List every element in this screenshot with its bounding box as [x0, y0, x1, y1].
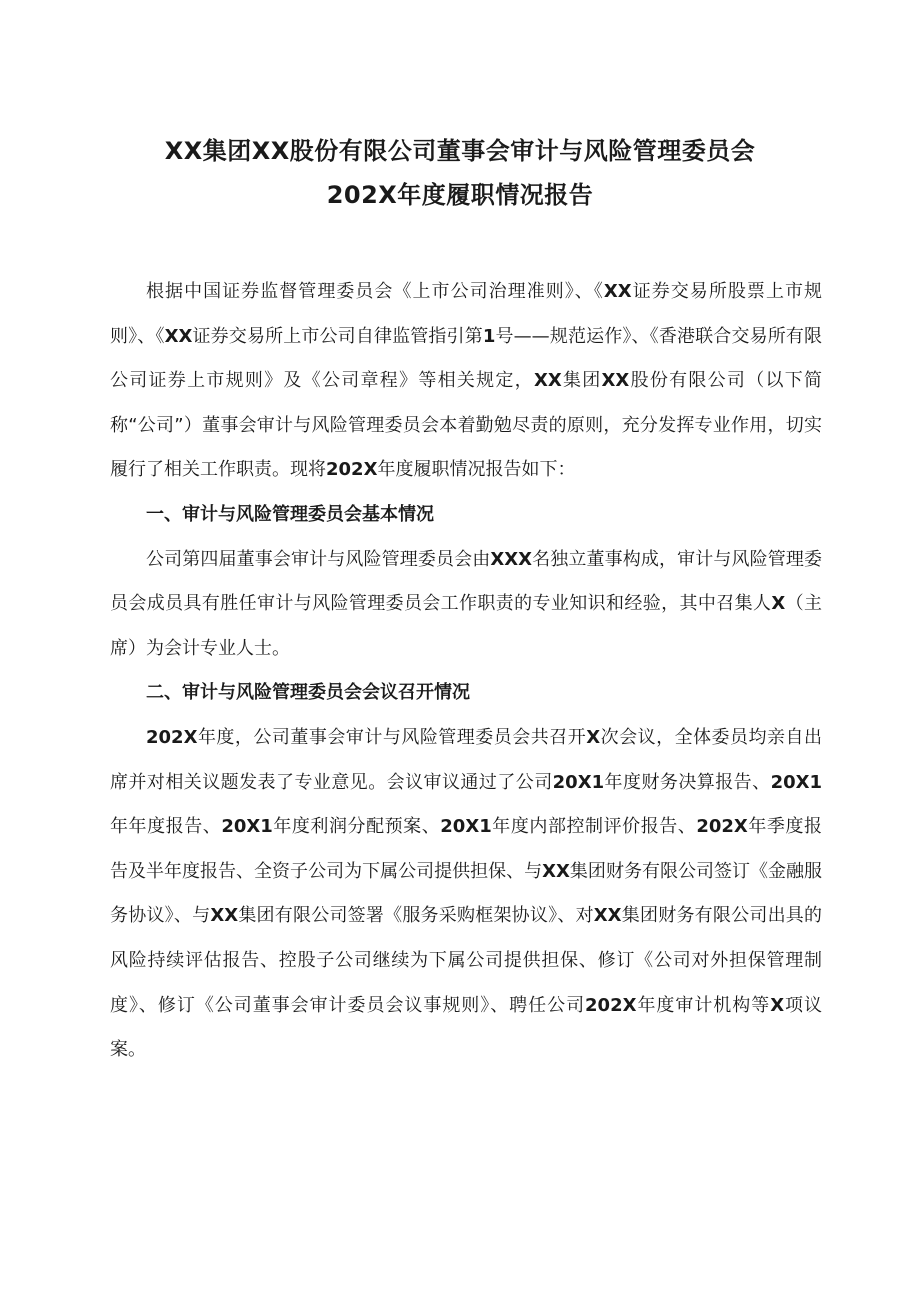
document-body: [110, 270, 822, 1073]
section-2-paragraph: 202X年度，公司董事会审计与风险管理委员会共召开X次会议，全体委员均亲自出席并对相关议题发表了专业意见。会议审议通过了公司20X1年度财务决算报告、20X1年年度报告、20X1年度利润分配预案、20X1年度内部控制评价报告、202X年季度报告及半年度报告、全资子公司为下属公司提供担保、与XX集团财务有限公司签订《金融服务协议》、与XX集团有限公司签署《服务采购框架协议》、对XX集团财务有限公司出具的风险持续评估报告、控股子公司继续为下属公司提供担保、修订《公司对外担保管理制度》、修订《公司董事会审计委员会议事规则》、聘任公司202X年度审计机构等X项议案。: [110, 726, 823, 1061]
intro-paragraph: 根据中国证券监督管理委员会《上市公司治理准则》、《XX证券交易所股票上市规则》、《XX证券交易所上市公司自律监管指引第1号——规范运作》、《香港联合交易所有限公司证券上市规则》及《公司章程》等相关规定，XX集团XX股份有限公司（以下简称“公司”）董事会审计与风险管理委员会本着勤勉尽责的原则，充分发挥专业作用，切实履行了相关工作职责。现将202X年度履职情况报告如下：: [110, 281, 823, 481]
document-title-line-2: 202X年度履职情况报告: [326, 181, 594, 209]
section-1-paragraph: 公司第四届董事会审计与风险管理委员会由XXX名独立董事构成，审计与风险管理委员会成员具有胜任审计与风险管理委员会工作职责的专业知识和经验，其中召集人X（主席）为会计专业人士。: [110, 548, 823, 659]
section-2-heading: 二、审计与风险管理委员会会议召开情况: [146, 682, 470, 704]
document-title-line-1: XX集团XX股份有限公司董事会审计与风险管理委员会: [164, 137, 756, 165]
section-1-heading: 一、审计与风险管理委员会基本情况: [146, 503, 434, 525]
